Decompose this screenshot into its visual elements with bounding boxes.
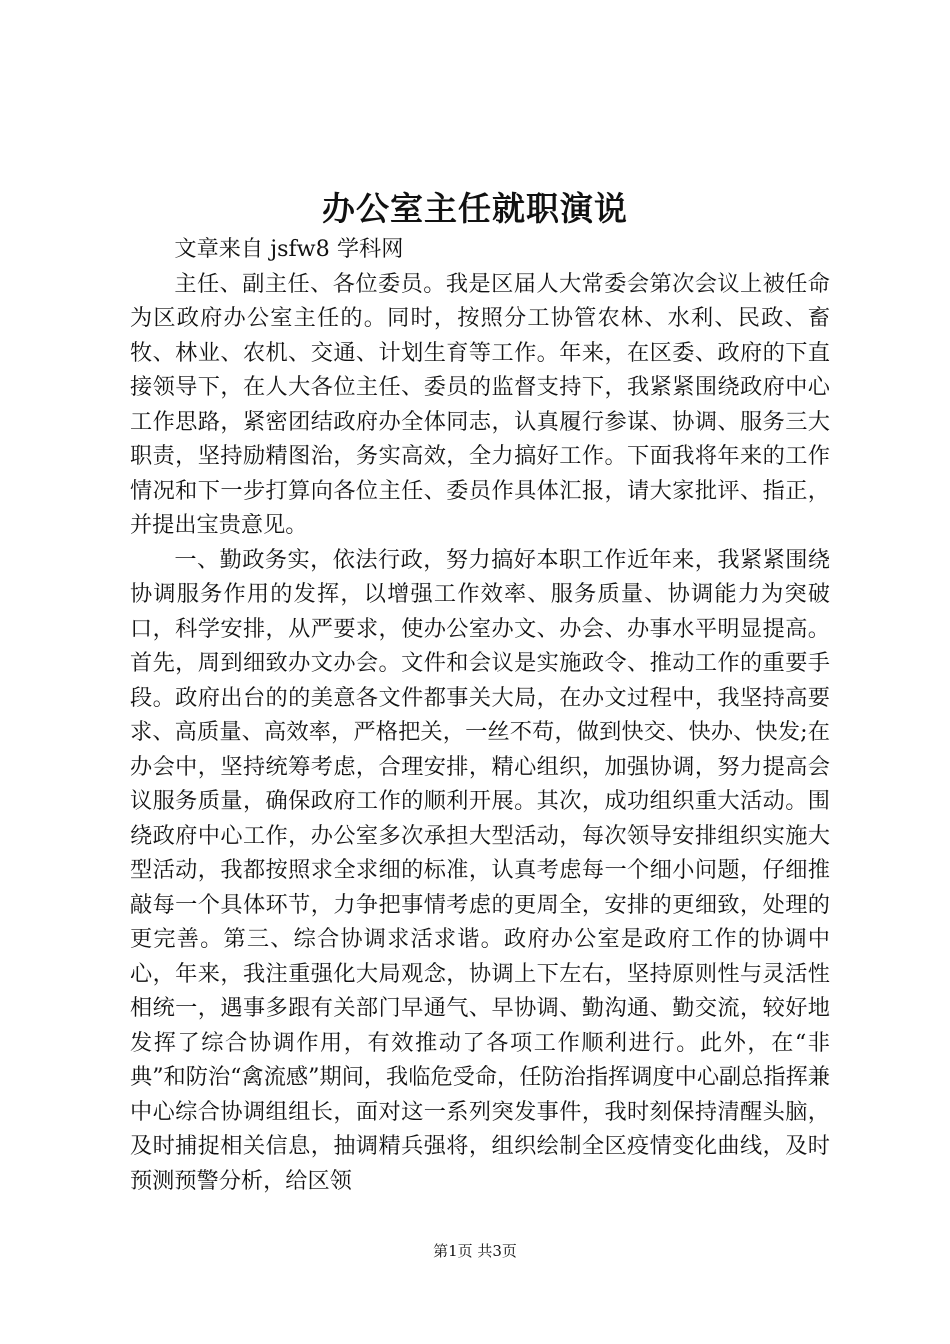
paragraph: 一、勤政务实，依法行政，努力搞好本职工作近年来，我紧紧围绕协调服务作用的发挥，以增强工作效率、服务质量、协调能力为突破口，科学安排，从严要求，使办公室办文、办会、办事水平明显提高。首先，周到细致办文办会。文件和会议是实施政令、推动工作的重要手段。政府出台的的美意各文件都事关大局，在办文过程中，我坚持高要求、高质量、高效率，严格把关，一丝不苟，做到快交、快办、快发;在办会中，坚持统筹考虑，合理安排，精心组织，加强协调，努力提高会议服务质量，确保政府工作的顺利开展。其次，成功组织重大活动。围绕政府中心工作，办公室多次承担大型活动，每次领导安排组织实施大型活动，我都按照求全求细的标准，认真考虑每一个细小问题，仔细推敲每一个具体环节，力争把事情考虑的更周全，安排的更细致，处理的更完善。第三、综合协调求活求谐。政府办公室是政府工作的协调中心，年来，我注重强化大局观念，协调上下左右，坚持原则性与灵活性相统一，遇事多跟有关部门早通气、早协调、勤沟通、勤交流，较好地发挥了综合协调作用，有效推动了各项工作顺利进行。此外，在“非典”和防治“禽流感”期间，我临危受命，任防治指挥调度中心副总指挥兼中心综合协调组组长，面对这一系列突发事件，我时刻保持清醒头脑，及时捕捉相关信息，抽调精兵强将，组织绘制全区疫情变化曲线，及时预测预警分析，给区领 [130, 546, 830, 1194]
document-body [130, 232, 830, 1198]
source-line: 文章来自 jsfw8 学科网 [174, 236, 404, 262]
document-title: 办公室主任就职演说 [322, 189, 628, 228]
paragraph: 主任、副主任、各位委员。我是区届人大常委会第次会议上被任命为区政府办公室主任的。同时，按照分工协管农林、水利、民政、畜牧、林业、农机、交通、计划生育等工作。年来，在区委、政府的下直接领导下，在人大各位主任、委员的监督支持下，我紧紧围绕政府中心工作思路，紧密团结政府办全体同志，认真履行参谋、协调、服务三大职责，坚持励精图治，务实高效，全力搞好工作。下面我将年来的工作情况和下一步打算向各位主任、委员作具体汇报，请大家批评、指正，并提出宝贵意见。 [130, 270, 830, 538]
page-footer: 第1页 共3页 [433, 1242, 517, 1260]
